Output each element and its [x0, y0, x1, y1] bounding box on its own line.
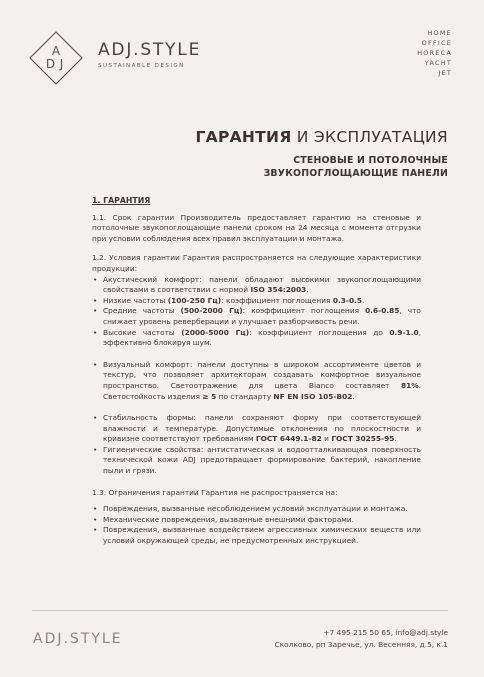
top-nav — [417, 28, 452, 78]
mid-a: Средние частоты — [103, 306, 181, 316]
logo-letter-a: A — [51, 44, 61, 58]
mid-b: (500-2000 Гц) — [180, 306, 243, 316]
stability-list — [92, 413, 421, 477]
stability-a: Стабильность формы: панели сохраняют форму при соответствующей влажности и температуре. Допустимые отклонения по плоскостности и кривизне соответствуют требованиям — [103, 413, 421, 444]
list-item-acoustic — [92, 275, 421, 296]
list-item-hygiene: • Гигиенические свойства: антистатическая и водоотталкивающая поверхность технической кожи ADJ предотвращает формирование бактерий, накопление пыли и грязи. — [92, 445, 421, 477]
footer-divider — [32, 610, 448, 611]
footer-contact — [275, 627, 448, 651]
list-item-visual — [92, 360, 421, 402]
high-e: , эффективно блокируя шум. — [103, 327, 421, 348]
nav-home[interactable]: HOME — [427, 29, 452, 37]
footer-address: Сколково, рп Заречье, ул. Весенняя, д.5, к.1 — [274, 640, 448, 649]
acoustic-norm-end: . — [306, 285, 309, 295]
list-item-limit-1: • Повреждения, вызванные несоблюдением условий эксплуатации и монтажа. — [92, 504, 421, 515]
nav-office[interactable]: OFFICE — [421, 39, 452, 47]
nav-jet[interactable]: JET — [438, 69, 452, 77]
footer-contact-phone-email[interactable]: +7 495 215 50 65, info@adj.style — [323, 628, 448, 637]
nav-yacht[interactable]: YACHT — [424, 59, 452, 67]
visual-g: . — [352, 391, 355, 401]
mid-c: : коэффициент поглощения — [242, 306, 366, 316]
brand-name: ADJ.STYLE — [98, 40, 202, 60]
subtitle-line-1: СТЕНОВЫЕ И ПОТОЛОЧНЫЕ — [293, 155, 448, 166]
acoustic-norm: ISO 354:2003 — [250, 285, 307, 295]
stability-b: ГОСТ 6449.1-82 — [255, 434, 322, 444]
stability-d: ГОСТ 30255-95 — [331, 434, 395, 444]
high-d: 0.9-1.0 — [389, 327, 419, 337]
paragraph-1-1: 1.1. Срок гарантии Производитель предоставляет гарантию на стеновые и потолочные звукопоглощающие панели сроком на 24 месяца с момента отгрузки при условии соблюдения всех правил эксплуатации и монтажа. — [92, 212, 421, 243]
title-light: И ЭКСПЛУАТАЦИЯ — [296, 128, 448, 146]
list-item-low-freq — [92, 296, 421, 307]
high-c: : коэффициент поглощения до — [249, 327, 390, 337]
visual-a: Визуальный комфорт: панели доступны в широком ассортименте цветов и текстур, что позволяет архитекторам создавать комфортное визуальное пространство. Светоотражение для цвета Bianco составляет — [103, 359, 421, 390]
low-b: (100-250 Гц) — [167, 295, 222, 305]
visual-f: NF EN ISO 105-B02 — [273, 391, 353, 401]
paragraph-1-2: 1.2. Условия гарантии Гарантия распространяется на следующие характеристики продукции: — [92, 253, 421, 273]
document-body — [92, 196, 421, 547]
low-c: : коэффициент поглощения — [221, 295, 333, 305]
nav-horeca[interactable]: HORECA — [417, 49, 452, 57]
list-item-mid-freq — [92, 306, 421, 327]
limits-list — [92, 504, 421, 546]
footer-logo: ADJ.STYLE — [33, 631, 123, 647]
stability-c: и — [321, 434, 332, 444]
low-a: Низкие частоты — [103, 295, 168, 305]
low-e: . — [362, 295, 365, 305]
subtitle-line-2: ЗВУКОПОГЛОЩАЮЩИЕ ПАНЕЛИ — [263, 168, 448, 179]
paragraph-1-3: 1.3. Ограничения гарантии Гарантия не распространяется на: — [92, 487, 338, 497]
visual-b: 81% — [400, 380, 419, 390]
visual-e: по стандарту — [216, 391, 274, 401]
section-heading: 1. ГАРАНТИЯ — [92, 196, 151, 205]
mid-e: , что снижает уровень реверберации и улучшает разборчивость речи. — [103, 306, 421, 326]
acoustic-lead: Акустический комфорт: панели обладают высокими звукопоглощающими свойствами в соответствии с нормой — [103, 274, 421, 295]
list-item-high-freq — [92, 328, 421, 349]
visual-d: ≥ 5 — [202, 391, 217, 401]
title-bold: ГАРАНТИЯ — [195, 128, 292, 146]
visual-c: . Светостойкость изделия — [103, 380, 421, 401]
page-subtitle — [264, 154, 448, 180]
list-item-stability — [92, 413, 421, 445]
high-a: Высокие частоты — [103, 327, 182, 337]
brand-block — [98, 40, 201, 69]
list-item-limit-2: • Механические повреждения, вызванные внешними факторами. — [92, 515, 421, 526]
page-title — [195, 128, 448, 146]
stability-e: . — [394, 434, 397, 444]
low-d: 0.3-0.5 — [332, 295, 363, 305]
mid-d: 0.6-0.85 — [365, 306, 400, 316]
logo-letter-d: D — [45, 57, 56, 71]
brand-tagline: SUSTAINABLE DESIGN — [98, 63, 185, 69]
list-item-limit-3: • Повреждения, вызванные воздействием агрессивных химических веществ или условий окружающей среды, не предусмотренных инструкцией. — [92, 525, 421, 546]
visual-list — [92, 360, 421, 402]
brand-logo — [28, 30, 84, 86]
logo-letter-j: J — [59, 57, 64, 71]
high-b: (2000-5000 Гц) — [181, 327, 250, 337]
characteristics-list — [92, 275, 421, 349]
